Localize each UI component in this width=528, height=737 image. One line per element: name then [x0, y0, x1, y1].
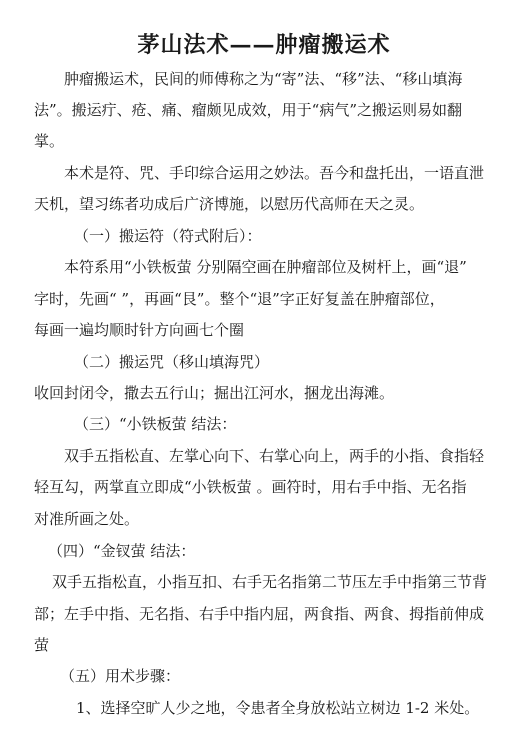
paragraph-line: 字时，先画“ ”，再画“艮”。整个“退”字正好复盖在肿瘤部位， — [34, 290, 445, 308]
paragraph-line: 本术是符、咒、手印综合运用之妙法。吾今和盘托出，一语直泄 — [64, 164, 485, 182]
paragraph-line: 双手五指松直、左掌心向下、右掌心向上，两手的小指、食指轻 — [64, 447, 485, 465]
section-heading: （五）用术步骤： — [60, 667, 181, 685]
document-title: 茅山法术——肿瘤搬运术 — [137, 32, 391, 58]
paragraph-line: 萤 — [34, 636, 50, 654]
paragraph-line: 对准所画之处。 — [34, 510, 140, 528]
section-heading: （三）“小铁板萤 结法： — [74, 415, 237, 433]
paragraph-line: 掌。 — [34, 132, 65, 150]
paragraph-line: 收回封闭令，撒去五行山；掘出江河水，捆龙出海滩。 — [34, 384, 395, 402]
paragraph-line: 法”。搬运疔、疮、痛、瘤颇见成效，用于“病气”之搬运则易如翻 — [34, 101, 463, 119]
paragraph-line: 天机，望习练者功成后广济博施，以慰历代高师在天之灵。 — [34, 195, 425, 213]
paragraph-line: 每画一遍均顺时针方向画七个圈 — [34, 321, 245, 339]
section-heading: （二）搬运咒（移山填海咒） — [74, 353, 270, 371]
paragraph-line: 肿瘤搬运术，民间的师傅称之为“寄”法、“移”法、“移山填海 — [64, 70, 463, 88]
paragraph-line: 本符系用“小铁板萤 分别隔空画在肿瘤部位及树杆上，画“退” — [64, 258, 467, 276]
section-heading: （一）搬运符（符式附后）： — [74, 227, 262, 245]
paragraph-line: 1、选择空旷人少之地，令患者全身放松站立树边 1-2 米处。 — [76, 699, 480, 717]
paragraph-line: 部；左手中指、无名指、右手中指内屈，两食指、两食、拇指前伸成 — [34, 605, 485, 623]
paragraph-line: 轻互勾，两掌直立即成“小铁板萤 。画符时，用右手中指、无名指 — [34, 478, 467, 496]
section-heading: （四）“金钗萤 结法： — [48, 542, 196, 560]
paragraph-line: 双手五指松直，小指互扣、右手无名指第二节压左手中指第三节背 — [52, 573, 488, 591]
